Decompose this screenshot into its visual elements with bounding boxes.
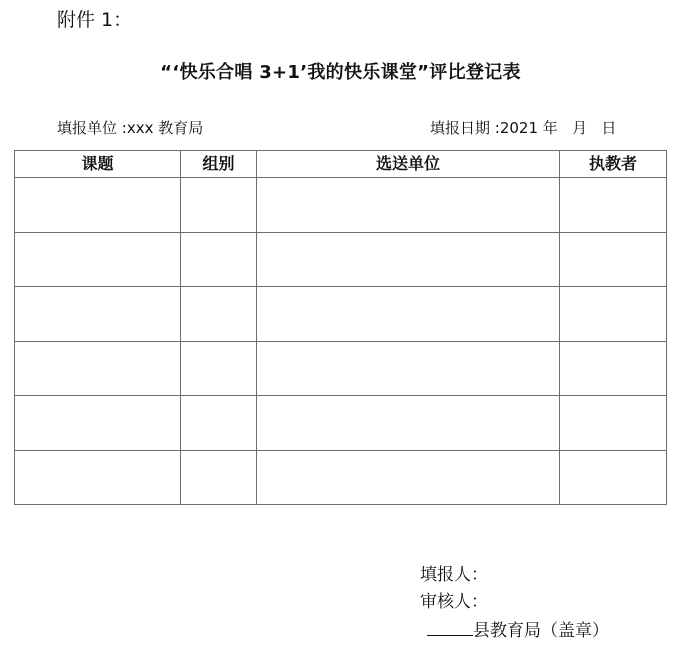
cell-teacher[interactable] [560, 178, 667, 233]
form-title: “‘快乐合唱 3+1’我的快乐课堂”评比登记表 [160, 62, 521, 83]
county-bureau-label: 县教育局（盖章） [473, 621, 609, 641]
cell-topic[interactable] [15, 396, 181, 451]
cell-group[interactable] [181, 450, 257, 505]
table-row [15, 232, 667, 287]
cell-teacher[interactable] [560, 396, 667, 451]
table-header-row [15, 151, 667, 178]
attachment-label: 附件 1： [57, 9, 133, 31]
cell-teacher[interactable] [560, 232, 667, 287]
header-group: 组别 [181, 151, 257, 178]
table-row [15, 341, 667, 396]
cell-group[interactable] [181, 287, 257, 342]
cell-submitting-unit[interactable] [257, 341, 560, 396]
header-topic: 课题 [15, 151, 181, 178]
cell-topic[interactable] [15, 232, 181, 287]
table-row [15, 450, 667, 505]
cell-submitting-unit[interactable] [257, 450, 560, 505]
table-row [15, 178, 667, 233]
header-submitting-unit: 选送单位 [257, 151, 560, 178]
reporter-label: 填报人： [420, 565, 488, 585]
cell-submitting-unit[interactable] [257, 287, 560, 342]
cell-submitting-unit[interactable] [257, 178, 560, 233]
county-bureau-seal-line [427, 617, 609, 642]
fill-in-blank[interactable] [427, 617, 473, 636]
cell-submitting-unit[interactable] [257, 396, 560, 451]
cell-group[interactable] [181, 341, 257, 396]
cell-teacher[interactable] [560, 450, 667, 505]
table-row [15, 287, 667, 342]
cell-teacher[interactable] [560, 287, 667, 342]
cell-topic[interactable] [15, 341, 181, 396]
cell-submitting-unit[interactable] [257, 232, 560, 287]
cell-topic[interactable] [15, 287, 181, 342]
cell-group[interactable] [181, 396, 257, 451]
cell-topic[interactable] [15, 450, 181, 505]
cell-group[interactable] [181, 232, 257, 287]
register-table [14, 150, 667, 505]
table-row [15, 396, 667, 451]
reporting-unit: 填报单位 :xxx 教育局 [57, 119, 204, 137]
reviewer-label: 审核人： [420, 592, 488, 612]
cell-teacher[interactable] [560, 341, 667, 396]
reporting-date: 填报日期 :2021 年 月 日 [430, 119, 617, 137]
cell-topic[interactable] [15, 178, 181, 233]
header-teacher: 执教者 [560, 151, 667, 178]
cell-group[interactable] [181, 178, 257, 233]
